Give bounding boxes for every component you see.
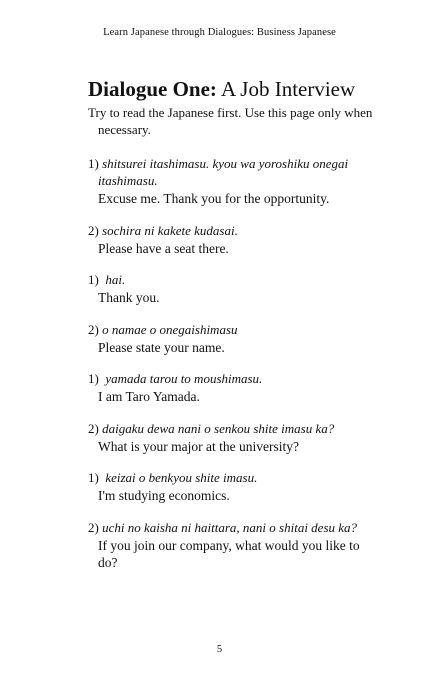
japanese-text: uchi no kaisha ni haittara, nani o shitai desu ka?: [102, 519, 358, 535]
speaker-number: 1): [88, 272, 99, 287]
speaker-number: 2): [88, 420, 99, 436]
english-translation: Please have a seat there.: [98, 240, 229, 256]
dialogue-lines: [88, 155, 373, 572]
japanese-line: [88, 370, 373, 387]
english-translation: Thank you.: [98, 290, 160, 305]
japanese-line: [88, 222, 373, 239]
page-content: [88, 77, 373, 586]
japanese-line: [88, 469, 373, 486]
japanese-line: [88, 420, 373, 437]
dialogue-line: [88, 469, 373, 505]
speaker-number: 2): [88, 519, 99, 535]
speaker-number: 1): [88, 156, 99, 171]
dialogue-line: [88, 519, 373, 572]
japanese-line: [88, 271, 373, 288]
english-translation: I am Taro Yamada.: [98, 389, 200, 404]
english-translation: If you join our company, what would you like to do?: [98, 537, 360, 570]
dialogue-title-topic: A Job Interview: [221, 77, 356, 101]
japanese-text: keizai o benkyou shite imasu.: [105, 470, 258, 485]
speaker-number: 1): [88, 470, 99, 485]
japanese-line: [88, 155, 373, 189]
english-translation: I'm studying economics.: [98, 488, 230, 503]
japanese-line: [88, 321, 373, 338]
english-translation: Please state your name.: [98, 339, 225, 355]
dialogue-line: [88, 222, 373, 258]
dialogue-title: [88, 77, 373, 101]
japanese-text: hai.: [105, 272, 126, 287]
running-header: Learn Japanese through Dialogues: Business Japanese: [103, 27, 336, 38]
dialogue-line: [88, 370, 373, 406]
dialogue-line: [88, 271, 373, 307]
dialogue-line: [88, 420, 373, 456]
dialogue-line: [88, 321, 373, 357]
japanese-line: [88, 519, 373, 536]
reading-instructions: Try to read the Japanese first. Use this page only when necessary.: [88, 105, 373, 137]
english-translation: What is your major at the university?: [98, 438, 299, 454]
dialogue-line: [88, 155, 373, 208]
page-number: 5: [216, 644, 223, 655]
speaker-number: 2): [88, 222, 99, 238]
japanese-text: shitsurei itashimasu. kyou wa yoroshiku onegai itashimasu.: [98, 156, 349, 188]
speaker-number: 1): [88, 371, 99, 386]
japanese-text: o namae o onegaishimasu: [102, 321, 238, 337]
japanese-text: yamada tarou to moushimasu.: [105, 371, 263, 386]
speaker-number: 2): [88, 321, 99, 337]
japanese-text: sochira ni kakete kudasai.: [102, 222, 238, 238]
japanese-text: daigaku dewa nani o senkou shite imasu ka?: [102, 420, 335, 436]
english-translation: Excuse me. Thank you for the opportunity.: [98, 191, 330, 206]
dialogue-title-number: Dialogue One:: [88, 77, 217, 101]
